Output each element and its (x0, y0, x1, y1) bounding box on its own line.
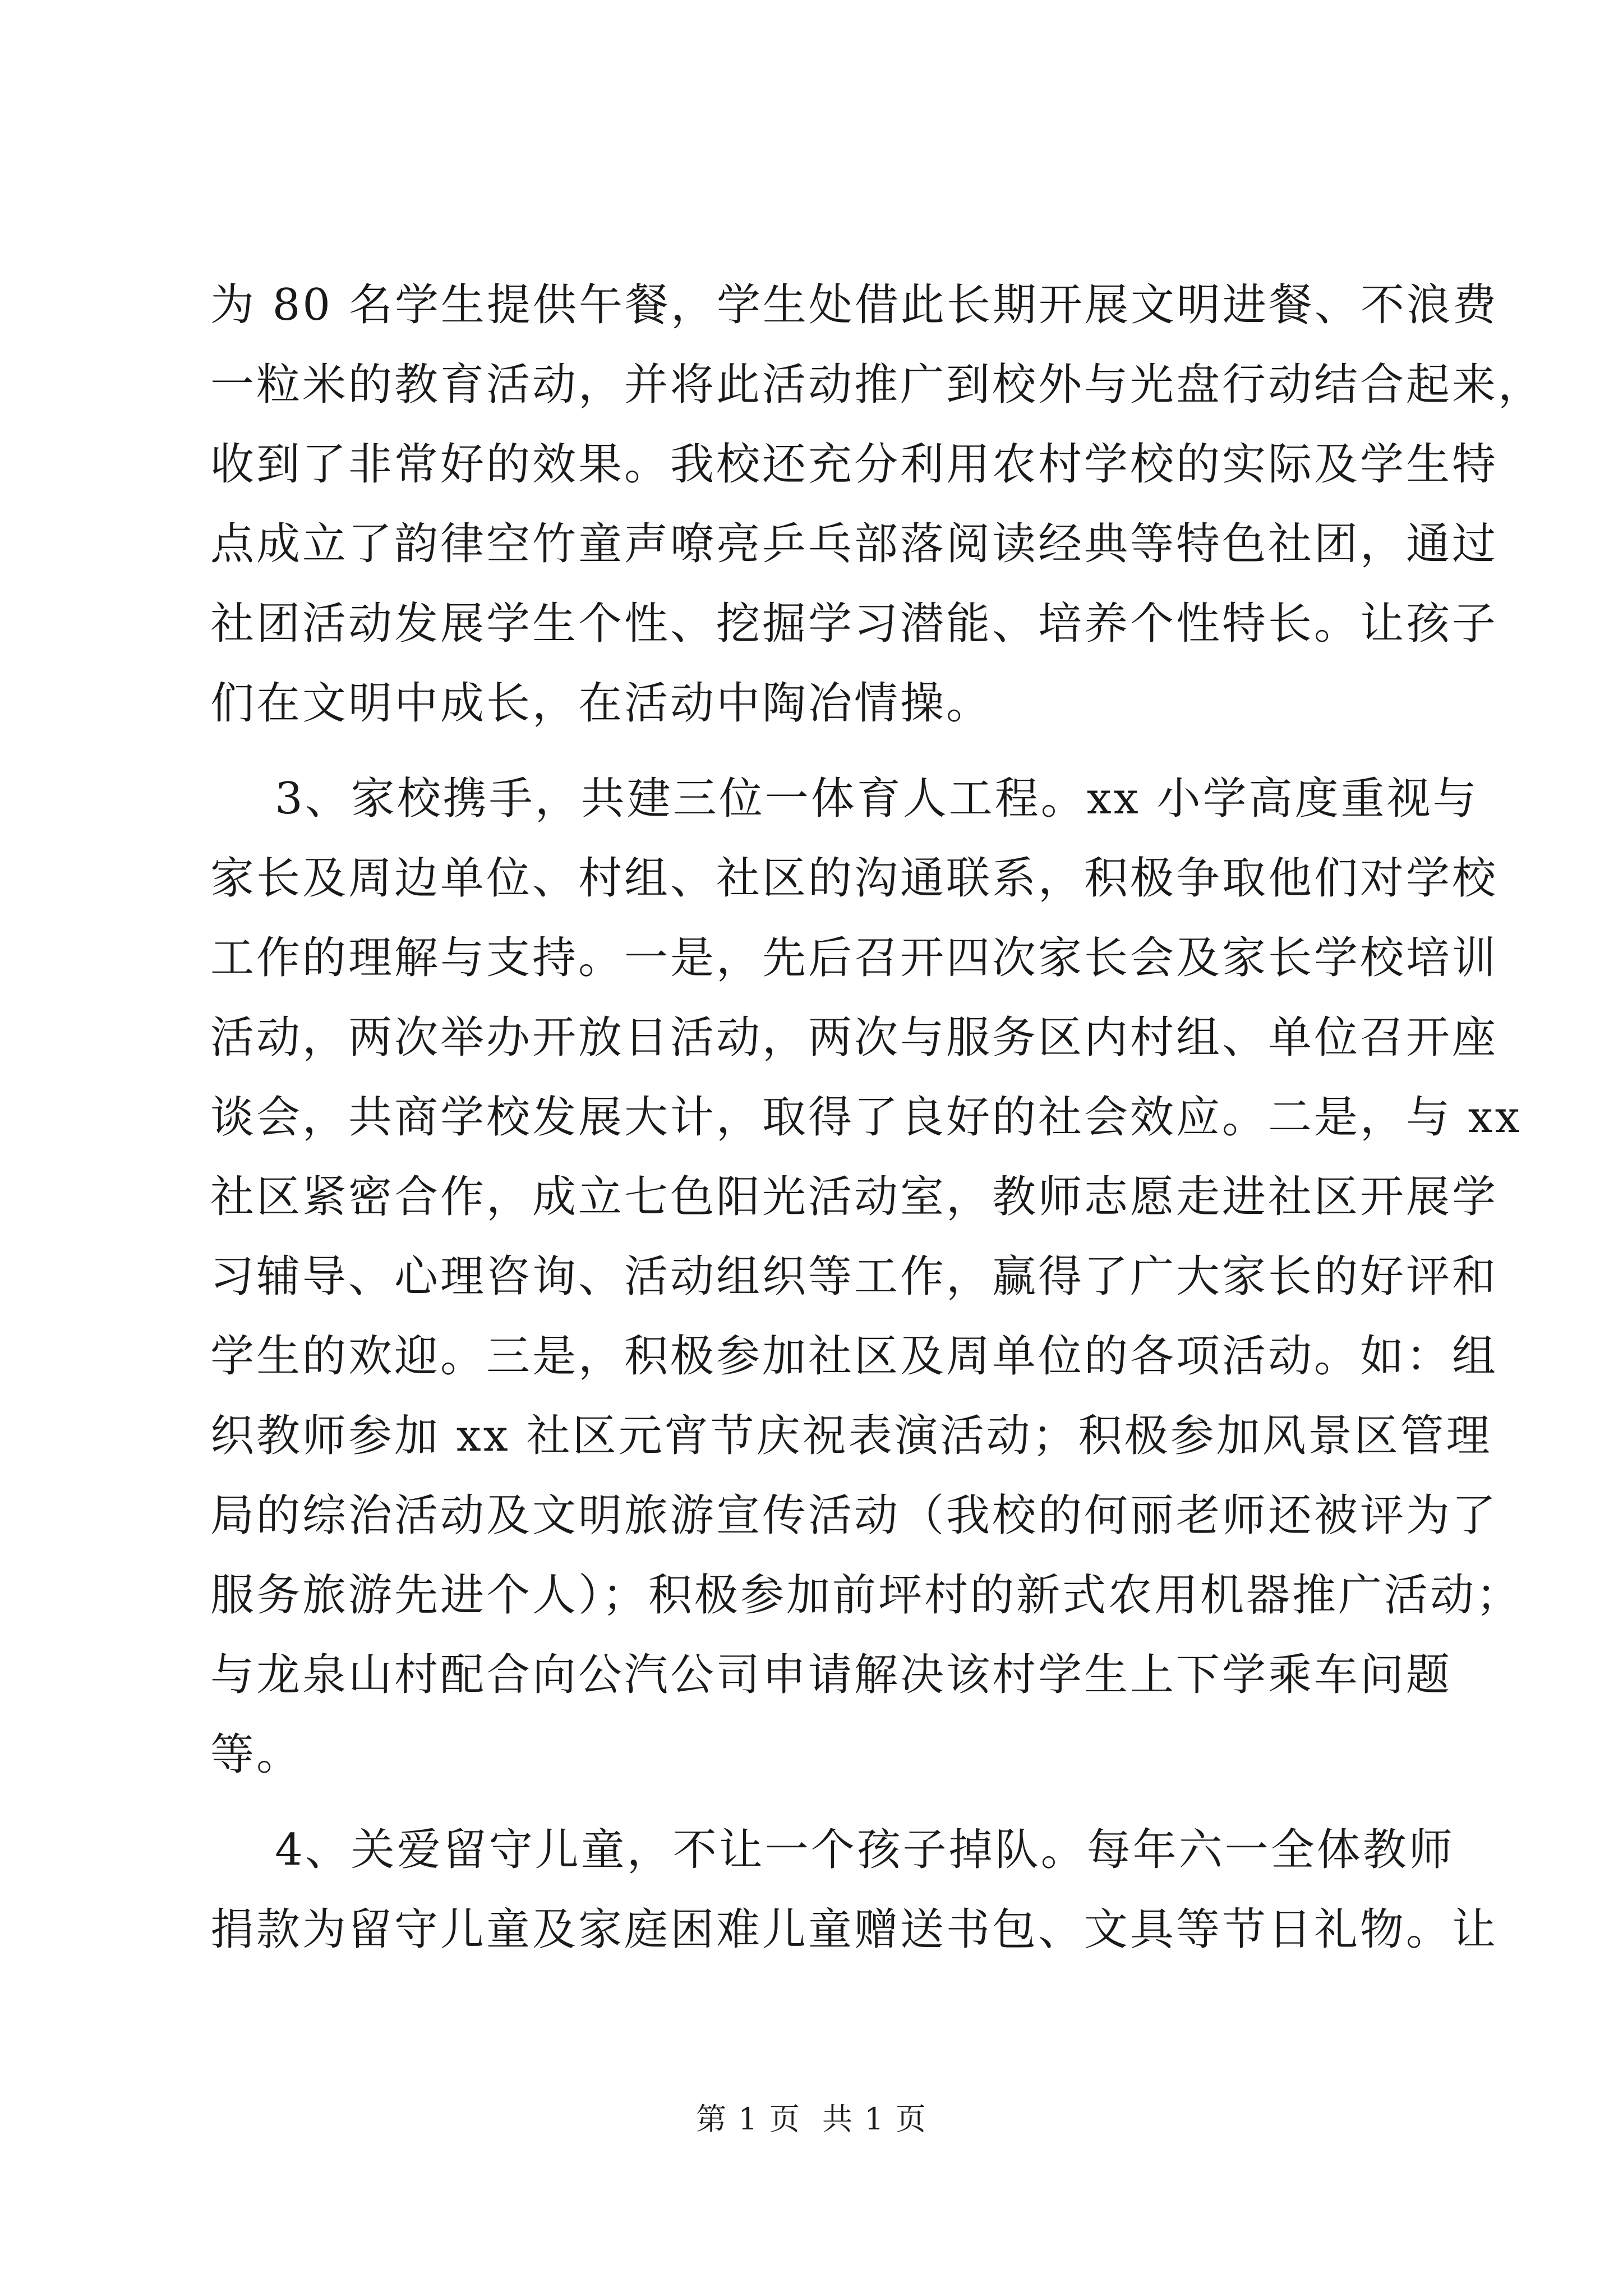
text-line: 织教师参加 xx 社区元宵节庆祝表演活动；积极参加风景区管理 (210, 1411, 1492, 1461)
text-line: 谈会，共商学校发展大计，取得了良好的社会效应。二是，与 xx (210, 1092, 1522, 1143)
text-line: 们在文明中成长，在活动中陶冶情操。 (210, 678, 993, 729)
text-line: 社区紧密合作，成立七色阳光活动室，教师志愿走进社区开展学 (210, 1172, 1498, 1222)
text-line: 服务旅游先进个人）；积极参加前坪村的新式农用机器推广活动； (210, 1570, 1523, 1621)
text-line: 等。 (210, 1729, 303, 1780)
paragraph-gap (210, 743, 1422, 759)
text-line: 活动，两次举办开放日活动，两次与服务区内村组、单位召开座 (210, 1013, 1498, 1063)
text-line: 工作的理解与支持。一是，先后召开四次家长会及家长学校培训 (210, 933, 1498, 983)
text-line: 收到了非常好的效果。我校还充分利用农村学校的实际及学生特 (210, 439, 1498, 490)
text-line: 捐款为留守儿童及家庭困难儿童赠送书包、文具等节日礼物。让 (210, 1904, 1498, 1955)
text-line: 4、关爱留守儿童，不让一个孩子掉队。每年六一全体教师 (210, 1825, 1455, 1875)
text-line: 社团活动发展学生个性、挖掘学习潜能、培养个性特长。让孩子 (210, 599, 1498, 649)
body-text (210, 265, 1544, 1970)
page-footer (0, 2095, 1623, 2138)
page-number-label: 第 1 页 共 1 页 (696, 2101, 927, 2137)
text-line: 为 80 名学生提供午餐，学生处借此长期开展文明进餐、不浪费 (210, 280, 1498, 330)
paragraph-gap (210, 1795, 1422, 1810)
text-line: 一粒米的教育活动，并将此活动推广到校外与光盘行动结合起来， (210, 360, 1544, 410)
text-line: 学生的欢迎。三是，积极参加社区及周单位的各项活动。如：组 (210, 1331, 1498, 1382)
text-line: 习辅导、心理咨询、活动组织等工作，赢得了广大家长的好评和 (210, 1251, 1498, 1302)
text-line: 与龙泉山村配合向公汽公司申请解决该村学生上下学乘车问题 (210, 1650, 1453, 1700)
text-line: 家长及周边单位、村组、社区的沟通联系，积极争取他们对学校 (210, 853, 1498, 904)
text-line: 3、家校携手，共建三位一体育人工程。xx 小学高度重视与 (210, 774, 1479, 824)
text-line: 点成立了韵律空竹童声嘹亮乒乓部落阅读经典等特色社团，通过 (210, 519, 1498, 569)
text-line: 局的综治活动及文明旅游宣传活动（我校的何丽老师还被评为了 (210, 1490, 1498, 1541)
